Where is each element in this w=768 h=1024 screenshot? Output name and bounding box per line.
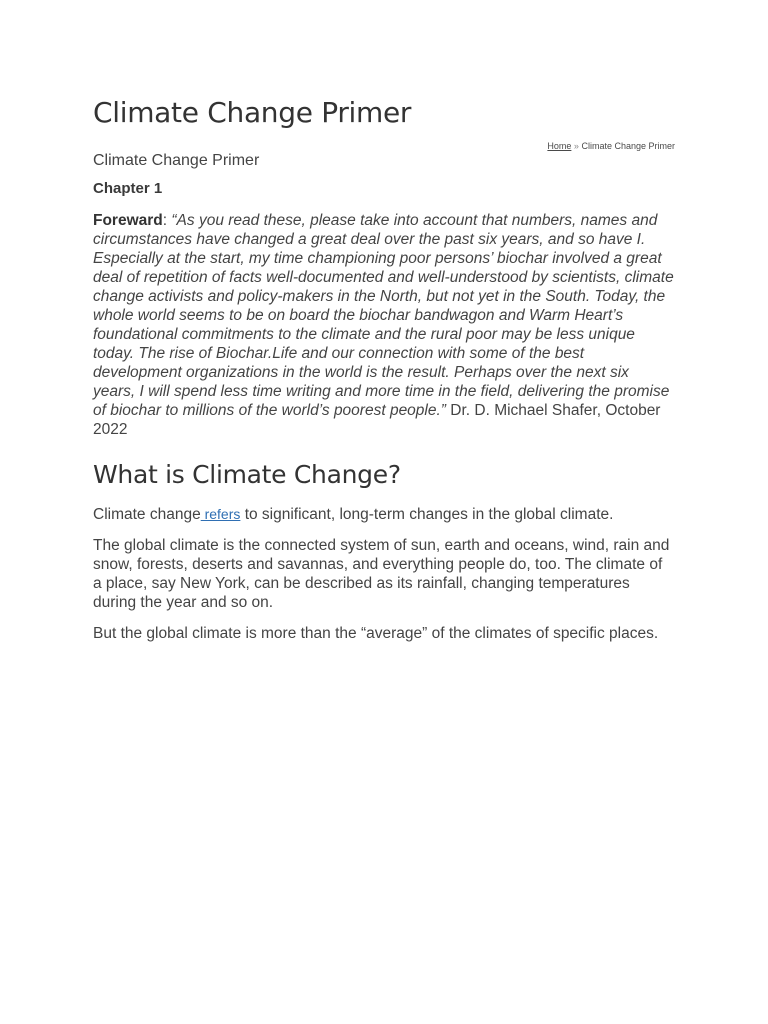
breadcrumb-separator: »: [573, 141, 579, 151]
breadcrumb-home-link[interactable]: Home: [547, 141, 572, 151]
foreword-paragraph: [93, 211, 675, 439]
paragraph-global-climate: The global climate is the connected system of sun, earth and oceans, wind, rain and snow, forests, deserts and savannas, and everything people do, too. The climate of a place, say New York, can be described as its rainfall, changing temperatures during the year and so on.: [93, 537, 670, 611]
article-content: [93, 151, 675, 643]
paragraph-definition-start: Climate change: [93, 506, 201, 523]
foreword-quote: “As you read these, please take into account that numbers, names and circumstances have changed a great deal over the past six years, and so have I. Especially at the start, my time championing poor persons’ biochar involved a great deal of repetition of facts well-documented and well-understood by scientists, climate change activists and policy-makers in the North, but not yet in the South. Today, the whole world seems to be on board the biochar bandwagon and Warm Heart’s foundational commitments to the climate and the rural poor may be less unique today. The rise of Biochar.Life and our connection with some of the best development organizations in the world is the result. Perhaps over the next six years, I will spend less time writing and more time in the field, delivering the promise of biochar to millions of the world’s poorest people.”: [93, 212, 674, 419]
foreword-label: Foreward: [93, 212, 163, 229]
page-title: Climate Change Primer: [93, 96, 412, 129]
article-subtitle: Climate Change Primer: [93, 152, 260, 169]
section-heading: What is Climate Change?: [93, 460, 401, 489]
paragraph-definition: [93, 505, 675, 524]
foreword-attribution: Dr. D. Michael Shafer, October 2022: [93, 402, 661, 438]
breadcrumb: [547, 141, 675, 151]
refers-link[interactable]: refers: [200, 506, 241, 522]
chapter-label: Chapter 1: [93, 180, 163, 197]
breadcrumb-current: Climate Change Primer: [581, 141, 675, 151]
foreword-colon: :: [162, 212, 172, 229]
paragraph-definition-end: to significant, long-term changes in the global climate.: [240, 506, 614, 523]
paragraph-average: But the global climate is more than the “average” of the climates of specific places.: [93, 625, 659, 642]
